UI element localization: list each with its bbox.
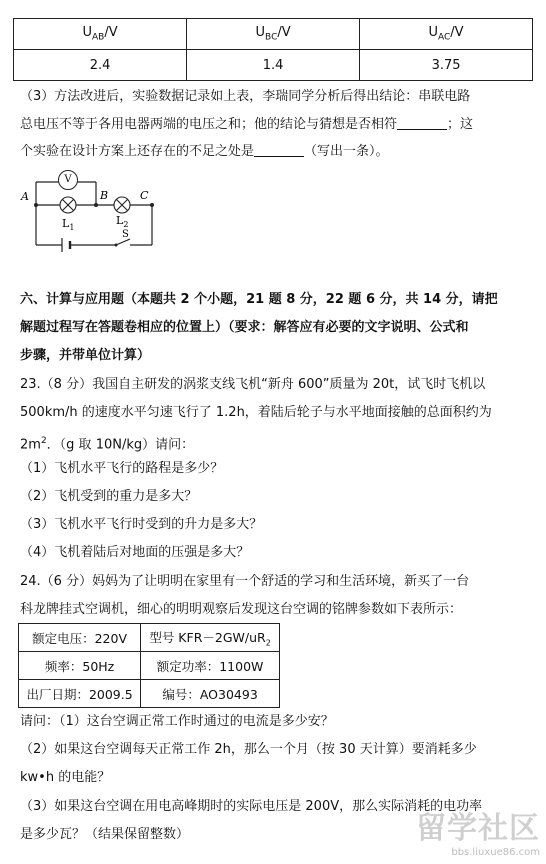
switch-pivot <box>115 244 118 247</box>
label-s: S <box>122 229 129 240</box>
q23-line3: $2m^2$．（g 取 10N/kg）请问： <box>20 436 195 453</box>
header-uab: $U_{AB}/V$ <box>14 19 187 50</box>
lamp-l2-icon <box>114 197 130 213</box>
value-ubc: 1.4 <box>187 50 360 81</box>
q23-line2: 500km/h 的速度水平匀速飞行了 1.2h，着陆后轮子与水平地面接触的总面积约为 <box>20 405 492 420</box>
nameplate-row-3 <box>19 680 280 708</box>
section6-line2: 解题过程写在答题卷相应的位置上）（要求：解答应有必要的文字说明、公式和 <box>20 320 469 335</box>
voltage-table-value-row <box>14 50 533 81</box>
label-l1: $L_1$ <box>62 217 75 232</box>
value-uac: 3.75 <box>360 50 533 81</box>
label-b: B <box>100 189 109 202</box>
q24-sub2a: （2）如果这台空调每天正常工作 2h，那么一个月（按 30 天计算）要消耗多少 <box>20 742 477 757</box>
nameplate-row-2 <box>19 652 280 680</box>
junction-c <box>150 203 154 207</box>
model-number: 型号 $KFR-2GW/uR_2$ <box>141 624 280 652</box>
q23-sub3: （3）飞机水平飞行时受到的升力是多大？ <box>20 517 263 532</box>
lamp-l1-icon <box>60 197 76 213</box>
rated-power: 额定功率：1100W <box>141 652 280 680</box>
rated-voltage: 额定电压：220V <box>19 624 141 652</box>
q3-line3: 个实验在设计方案上还存在的不足之处是 （写出一条）。 <box>20 144 389 159</box>
frequency: 频率：50Hz <box>19 652 141 680</box>
label-a: A <box>21 190 29 203</box>
q23-sub1: （1）飞机水平飞行的路程是多少？ <box>20 461 224 476</box>
voltage-table <box>13 18 533 81</box>
q24-ask: 请问：（1）这台空调正常工作时通过的电流是多少安？ <box>20 714 334 729</box>
section6-line3: 步骤，并带单位计算） <box>20 348 151 363</box>
voltmeter-icon <box>58 170 78 190</box>
q3-line1: （3）方法改进后，实验数据记录如上表，李瑞同学分析后得出结论：串联电路 <box>20 89 471 104</box>
answer-blank-1[interactable] <box>397 115 447 130</box>
nameplate-row-1 <box>19 624 280 652</box>
circuit-diagram <box>18 180 168 262</box>
voltage-table-header-row <box>14 19 533 50</box>
q23-sub4: （4）飞机着陆后对地面的压强是多大？ <box>20 545 250 560</box>
q24-sub2b: kw•h 的电能？ <box>20 770 111 785</box>
label-c: C <box>140 189 149 202</box>
header-ubc: $U_{BC}/V$ <box>187 19 360 50</box>
q24-sub3b: 是多少瓦？（结果保留整数） <box>20 827 190 842</box>
section6-line1: 六、计算与应用题（本题共 2 个小题，21 题 8 分，22 题 6 分，共 14 分，请把 <box>20 292 498 307</box>
serial-number: 编号：AO30493 <box>141 680 280 708</box>
q3-line2: 总电压不等于各用电器两端的电压之和；他的结论与猜想是否相符 ；这 <box>20 117 474 132</box>
label-v: V <box>64 174 72 185</box>
label-l2: $L_2$ <box>116 214 129 229</box>
q23-line1: 23.（8 分）我国自主研发的涡浆支线飞机“新舟 600”质量为 20t，试飞时飞机以 <box>20 377 486 392</box>
answer-blank-2[interactable] <box>254 142 304 157</box>
junction-a <box>34 203 38 207</box>
watermark-logo: 留学社区 bbs.liuxue86.com <box>416 811 540 858</box>
junction-b <box>94 203 98 207</box>
q23-sub2: （2）飞机受到的重力是多大？ <box>20 489 198 504</box>
manufacture-date: 出厂日期：2009.5 <box>19 680 141 708</box>
q24-line1: 24.（6 分）妈妈为了让明明在家里有一个舒适的学习和生活环境，新买了一台 <box>20 574 470 589</box>
value-uab: 2.4 <box>14 50 187 81</box>
nameplate-table <box>18 623 280 708</box>
header-uac: $U_{AC}/V$ <box>360 19 533 50</box>
q24-line2: 科龙牌挂式空调机，细心的明明观察后发现这台空调的铭牌参数如下表所示： <box>20 602 463 617</box>
q24-sub3a: （3）如果这台空调在用电高峰期时的实际电压是 200V，那么实际消耗的电功率 <box>20 799 483 814</box>
